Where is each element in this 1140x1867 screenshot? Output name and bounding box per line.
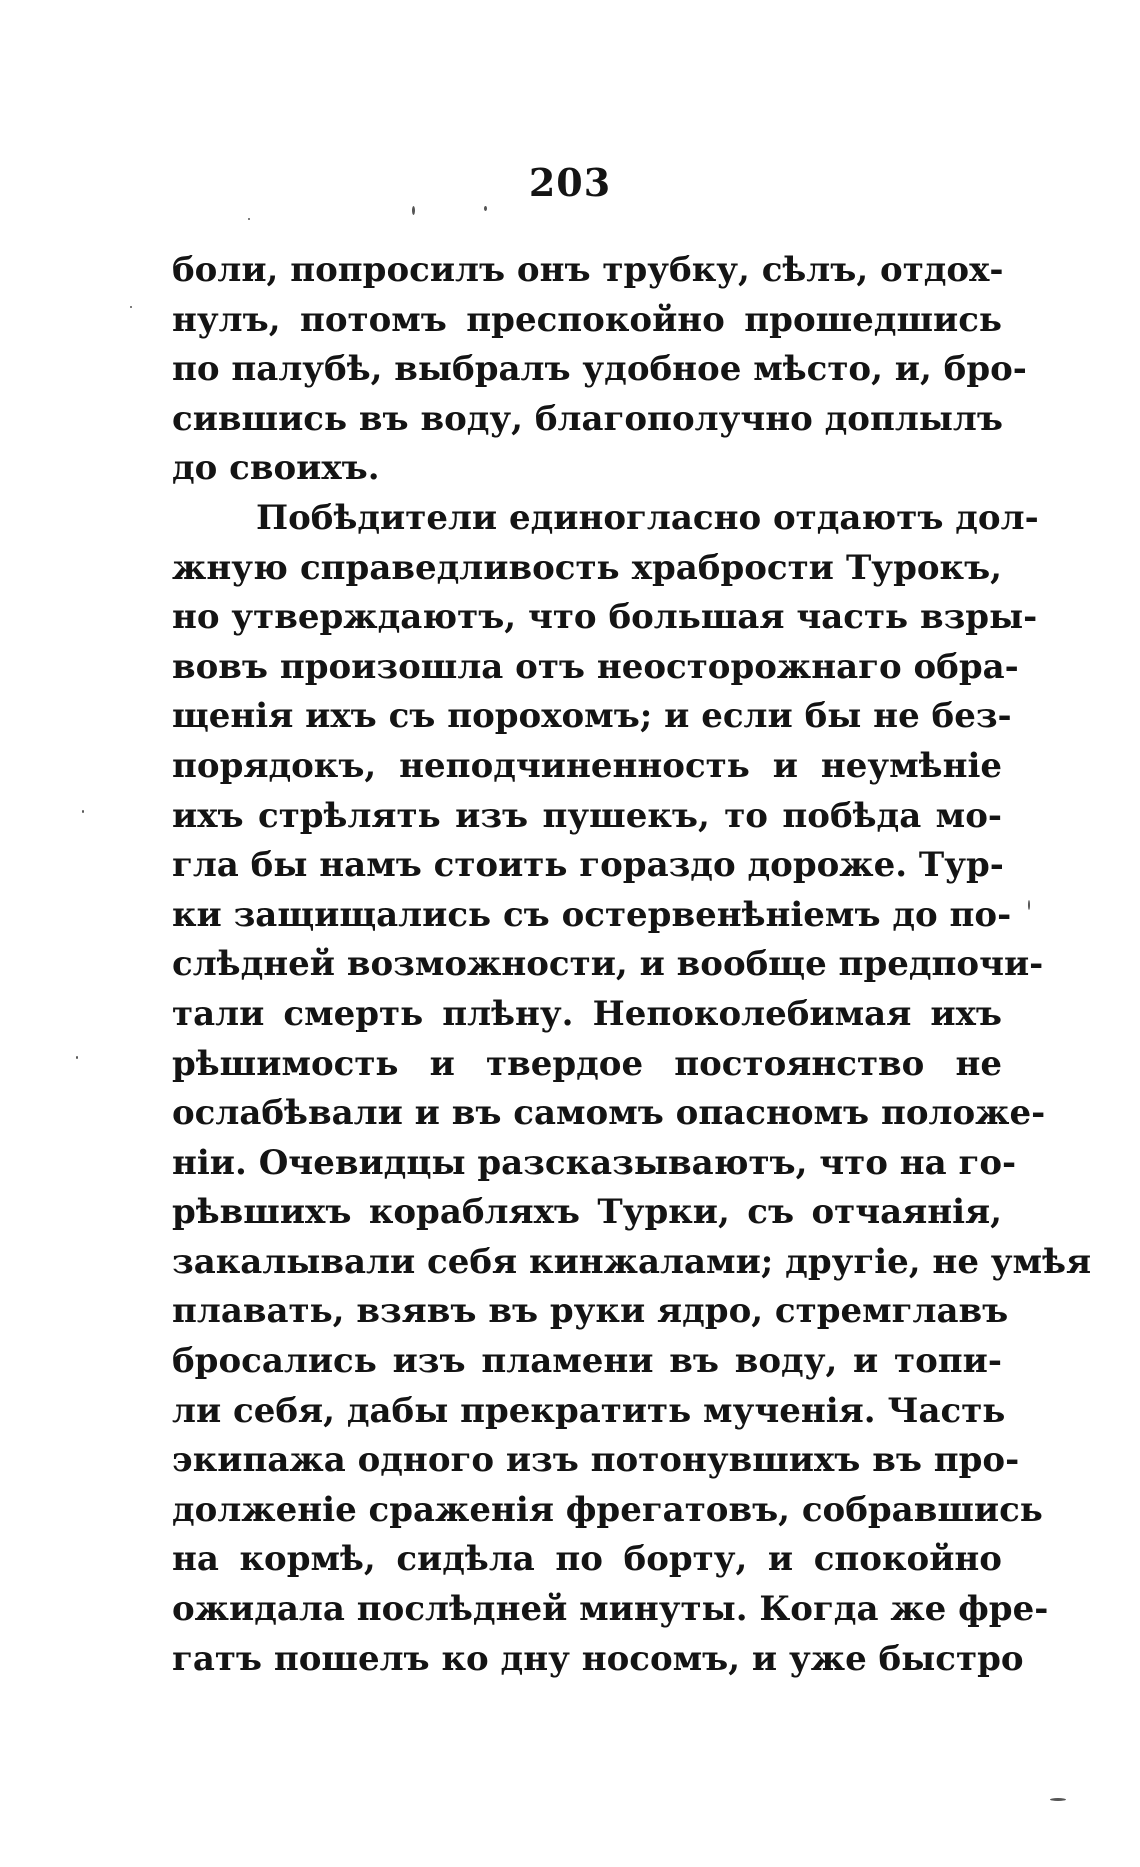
text-line: вовъ произошла отъ неосторожнаго обра- — [172, 646, 1019, 687]
text-line: боли, попросилъ онъ трубку, сѣлъ, отдох- — [172, 250, 1004, 290]
body-text — [172, 246, 1092, 1684]
scan-speck — [1050, 1798, 1066, 1801]
text-line: закалывали себя кинжалами; другіе, не умѣя — [172, 1241, 1092, 1282]
text-line: ки защищались съ остервенѣніемъ до по- — [172, 894, 1012, 935]
scan-speck — [412, 206, 415, 215]
scan-speck — [130, 306, 132, 308]
text-line: ослабѣвали и въ самомъ опасномъ положе- — [172, 1093, 1046, 1134]
scan-speck — [1028, 900, 1030, 910]
text-line: ожидала послѣдней минуты. Когда же фре- — [172, 1589, 1049, 1630]
text-line: тали смерть плѣну. Непоколебимая ихъ — [172, 993, 1002, 1034]
text-line: на кормѣ, сидѣла по борту, и спокойно — [172, 1539, 1002, 1580]
text-line: экипажа одного изъ потонувшихъ въ про- — [172, 1440, 1020, 1481]
text-line: по палубѣ, выбралъ удобное мѣсто, и, бро- — [172, 349, 1027, 390]
text-line: ихъ стрѣлять изъ пушекъ, то побѣда мо- — [172, 795, 1002, 836]
text-line: сившись въ воду, благополучно доплылъ — [172, 398, 1003, 439]
text-line: Побѣдители единогласно отдаютъ дол- — [256, 497, 1039, 538]
scan-speck — [248, 218, 250, 220]
text-line: рѣвшихъ корабляхъ Турки, съ отчаянія, — [172, 1192, 1002, 1233]
text-line: ніи. Очевидцы разсказываютъ, что на го- — [172, 1142, 1017, 1183]
text-line: но утверждаютъ, что большая часть взры- — [172, 597, 1038, 638]
text-line: гатъ пошелъ ко дну носомъ, и уже быстро — [172, 1638, 1024, 1679]
page-number: 203 — [528, 160, 612, 205]
text-line: гла бы намъ стоить гораздо дороже. Тур- — [172, 845, 1004, 886]
text-line: нулъ, потомъ преспокойно прошедшись — [172, 299, 1002, 340]
text-line: бросались изъ пламени въ воду, и топи- — [172, 1341, 1002, 1382]
text-line: ли себя, дабы прекратить мученія. Часть — [172, 1390, 1006, 1431]
text-line: слѣдней возможности, и вообще предпочи- — [172, 944, 1044, 985]
text-line: рѣшимость и твердое постоянство не — [172, 1043, 1002, 1084]
text-line: жную справедливость храбрости Турокъ, — [172, 547, 1002, 588]
text-line: плавать, взявъ въ руки ядро, стремглавъ — [172, 1291, 1009, 1332]
text-line: долженіе сраженія фрегатовъ, собравшись — [172, 1489, 1043, 1530]
text-line: до своихъ. — [172, 448, 380, 489]
text-line: щенія ихъ съ порохомъ; и если бы не без- — [172, 696, 1012, 737]
scan-speck — [484, 206, 487, 211]
scan-speck — [82, 810, 84, 813]
scan-speck — [76, 1056, 78, 1059]
text-line: порядокъ, неподчиненность и неумѣніе — [172, 745, 1002, 786]
